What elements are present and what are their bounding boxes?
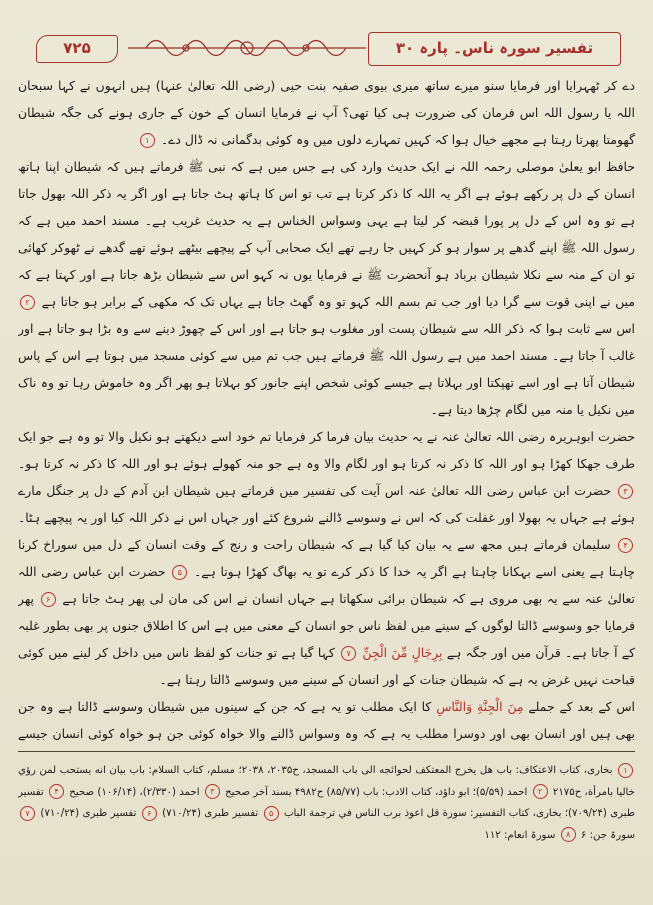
footnote-marker: ۴ — [49, 784, 64, 799]
quran-verse: مِنَ الْجِنَّةِ وَالنَّاسِ — [431, 699, 524, 714]
paragraph — [18, 693, 635, 747]
footnotes — [18, 760, 635, 895]
footnote-marker: ۶ — [41, 592, 56, 607]
page-number-frame — [36, 35, 118, 63]
text-run: پھر فرمایا جو وسوسے ڈالتا لوگوں کے سینے میں لفظ ناس جو انسان کے معنی میں ہے اس کا اطلاق جنوں پر بھی بطور غلبہ کے آ جاتا ہے۔ قرآن میں اور جگہ ہے — [18, 591, 635, 660]
footnote-marker: ۶ — [142, 806, 157, 821]
text-run: حضرت ابن عباس رضی اللہ تعالیٰ عنہ اس آیت کی تفسیر میں فرماتے ہیں شیطان ابن آدم کے دل پر جنگل مارے ہوئے ہے جہاں یہ بھولا اور غفلت کی کہ اس نے وسوسے ڈالنے شروع کئے اور جہاں اس نے ذکر اللہ کیا اور یہ پیچھے ہٹا۔ — [18, 483, 635, 525]
text-run: تفسير طبری (۷۱۰/۲۴) — [162, 808, 259, 819]
paragraph — [18, 153, 635, 423]
header-ornament-icon — [126, 37, 368, 59]
main-text — [18, 72, 635, 747]
footnote-marker: ۲ — [20, 295, 35, 310]
footnote-marker: ۸ — [561, 827, 576, 842]
footnote-marker: ۳ — [205, 784, 220, 799]
text-run: حضرت ابن عباس رضی اللہ تعالیٰ عنہ سے یہ بھی مروی ہے کہ شیطان برائی سکھاتا ہے جہاں انسان نے اس کی مان لی پھر ہٹ جاتا ہے — [18, 564, 635, 606]
page-title: تفسیر سورہ ناس۔ پارہ ۳۰ — [395, 39, 594, 57]
text-run: حافظ ابو یعلیٰ موصلی رحمہ اللہ نے ایک حدیث وارد کی ہے جس میں ہے کہ نبی ﷺ فرماتے ہیں کہ شیطان اپنا ہاتھ انسان کے دل پر رکھے ہوئے ہے اگر یہ اللہ کا ذکر کرتا ہے تب تو اس کا ہاتھ ہٹ جاتا ہے اور اگر یہ ذکر اللہ بھول جاتا ہے تو وہ اس کے دل پر پورا قبضہ کر لیتا ہے یہی وسواس الخناس ہے یہ حدیث غریب ہے۔ مسند احمد میں ہے کہ رسول اللہ ﷺ اپنے گدھے پر سوار ہو کر کہیں جا رہے تھے ایک صحابی آپ کے پیچھے بیٹھے ہوئے تھے گدھے نے ٹھوکر کھائی تو ان کے منہ سے نکلا شیطان برباد ہو آنحضرت ﷺ نے فرمایا یوں نہ کہو اس سے شیطان بڑھ جاتا ہے اور کہتا ہے کہ میں نے اپنی قوت سے گرا دیا اور جب تم بسم اللہ کہو تو وہ گھٹ جاتا ہے یہاں تک کہ مکھی کے برابر ہو جاتا ہے — [18, 159, 635, 309]
paragraph — [18, 423, 635, 693]
footnote-marker: ۷ — [341, 646, 356, 661]
footnote-marker: ۵ — [172, 565, 187, 580]
title-frame — [368, 32, 621, 66]
footnote-marker: ۷ — [20, 806, 35, 821]
text-run: کہا گیا ہے تو جنات کو لفظ ناس میں داخل کر لینے میں کوئی قباحت نہیں غرض یہ ہے کہ شیطان جنات کے اور انسان کے سینے میں وسوسے ڈالتا رہتا ہے۔ — [18, 645, 635, 687]
page-number: ۷۲۵ — [63, 39, 91, 57]
text-run: تفسير طبری (۷۱۰/۲۴) — [40, 808, 137, 819]
page-header — [0, 27, 653, 73]
text-run: بخاری، كتاب الاعتكاف: باب هل يخرج المعتكف لحوائجه الى باب المسجد، ح۲۰۳۵، ۲۰۳۸؛ مسلم، كتاب السلام: باب بيان انه يستحب لمن رؤي خاليا بامرأة، ح۲۱۷۵ — [18, 765, 635, 798]
footnote-marker: ۲ — [533, 784, 548, 799]
text-run: اس کے بعد کے جملے — [528, 699, 635, 714]
text-run: دے کر ٹھہرایا اور فرمایا سنو میرے ساتھ میری بیوی صفیہ بنت حیی (رضی اللہ تعالیٰ عنہا) ہیں انہوں نے کہا سبحان اللہ یا رسول اللہ اس فرمان کی ضرورت ہی کیا تھی؟ آپ نے فرمایا انسان کے خون کے جاری ہونے کی جگہ شیطان گھومتا پھرتا رہتا ہے مجھے خیال ہوا کہ کہیں تمہارے دلوں میں وہ کوئی بدگمانی نہ ڈال دے۔ — [18, 78, 635, 147]
footnote-marker: ۴ — [618, 538, 633, 553]
footnote-marker: ۱ — [140, 133, 155, 148]
paragraph — [18, 72, 635, 153]
text-run: احمد (۲/۳۳۰)، (۱۰۶/۱۴) صحيح — [69, 786, 200, 798]
text-run: تفسير طبری (۷۰۹/۲۴)؛ بخاری، كتاب التفسير: سورة قل اعوذ برب الناس في ترجمة الباب — [18, 786, 635, 819]
footnote-block — [18, 760, 635, 846]
text-run: اس سے ثابت ہوا کہ ذکر اللہ سے شیطان پست اور مغلوب ہو جاتا ہے اور اس کے چھوڑ دینے سے وہ بڑا ہو جاتا ہے اور غالب آ جاتا ہے۔ مسند احمد میں ہے رسول اللہ ﷺ فرماتے ہیں جب تم میں سے کوئی مسجد میں ہوتا ہے اس کے پاس شیطان آتا ہے اور اسے تھپکتا اور بہلاتا ہے جیسے کوئی شخص اپنے جانور کو بہلاتا ہو پھر اگر وہ خاموش رہا تو وہ ناک میں نکیل یا منہ میں لگام چڑھا دیتا ہے۔ — [18, 321, 635, 417]
text-run: حضرت ابوہریرہ رضی اللہ تعالیٰ عنہ نے یہ حدیث بیان فرما کر فرمایا تم خود اسے دیکھتے ہو نکیل والا تو وہ ہے جو ایک طرف جھکا کھڑا ہو اور اللہ کا ذکر نہ کرتا ہو اور لگام والا وہ ہے جو منہ کھولے ہوئے ہو اور اللہ کا ذکر نہ کرتا ہو۔ — [18, 429, 635, 471]
text-run: کا ایک مطلب تو یہ ہے کہ جن کے سینوں میں شیطان وسوسے ڈالتا ہے وہ جن بھی ہیں اور انسان بھی اور دوسرا مطلب یہ ہے کہ وہ وسواس ڈالنے والا خواہ کوئی جن ہو خواہ کوئی انسان جیسے — [18, 699, 635, 741]
footnote-divider — [18, 751, 635, 752]
text-run: احمد (۵/۵۹)؛ ابو داؤد، كتاب الادب: باب (۸۵/۷۷) ح۴۹۸۲ بسند آخر صحيح — [225, 786, 528, 798]
quran-verse: بِرِجَالٍ مِّنَ الْجِنِّ — [358, 645, 443, 660]
footnote-marker: ۳ — [618, 484, 633, 499]
text-run: سورۃ جن: ۶ — [580, 829, 635, 841]
footnote-marker: ۱ — [618, 763, 633, 778]
text-run: سلیمان فرماتے ہیں مجھ سے یہ بیان کیا گیا ہے کہ شیطان راحت و رنج کے وقت انسان کے دل میں سوراخ کرنا چاہتا ہے یعنی اسے بہکانا چاہتا ہے اگر یہ خدا کا ذکر کرے تو یہ بھاگ کھڑا ہوتا ہے۔ — [18, 537, 635, 579]
text-run: سورۃ انعام: ۱۱۲ — [484, 829, 556, 841]
footnote-marker: ۵ — [264, 806, 279, 821]
